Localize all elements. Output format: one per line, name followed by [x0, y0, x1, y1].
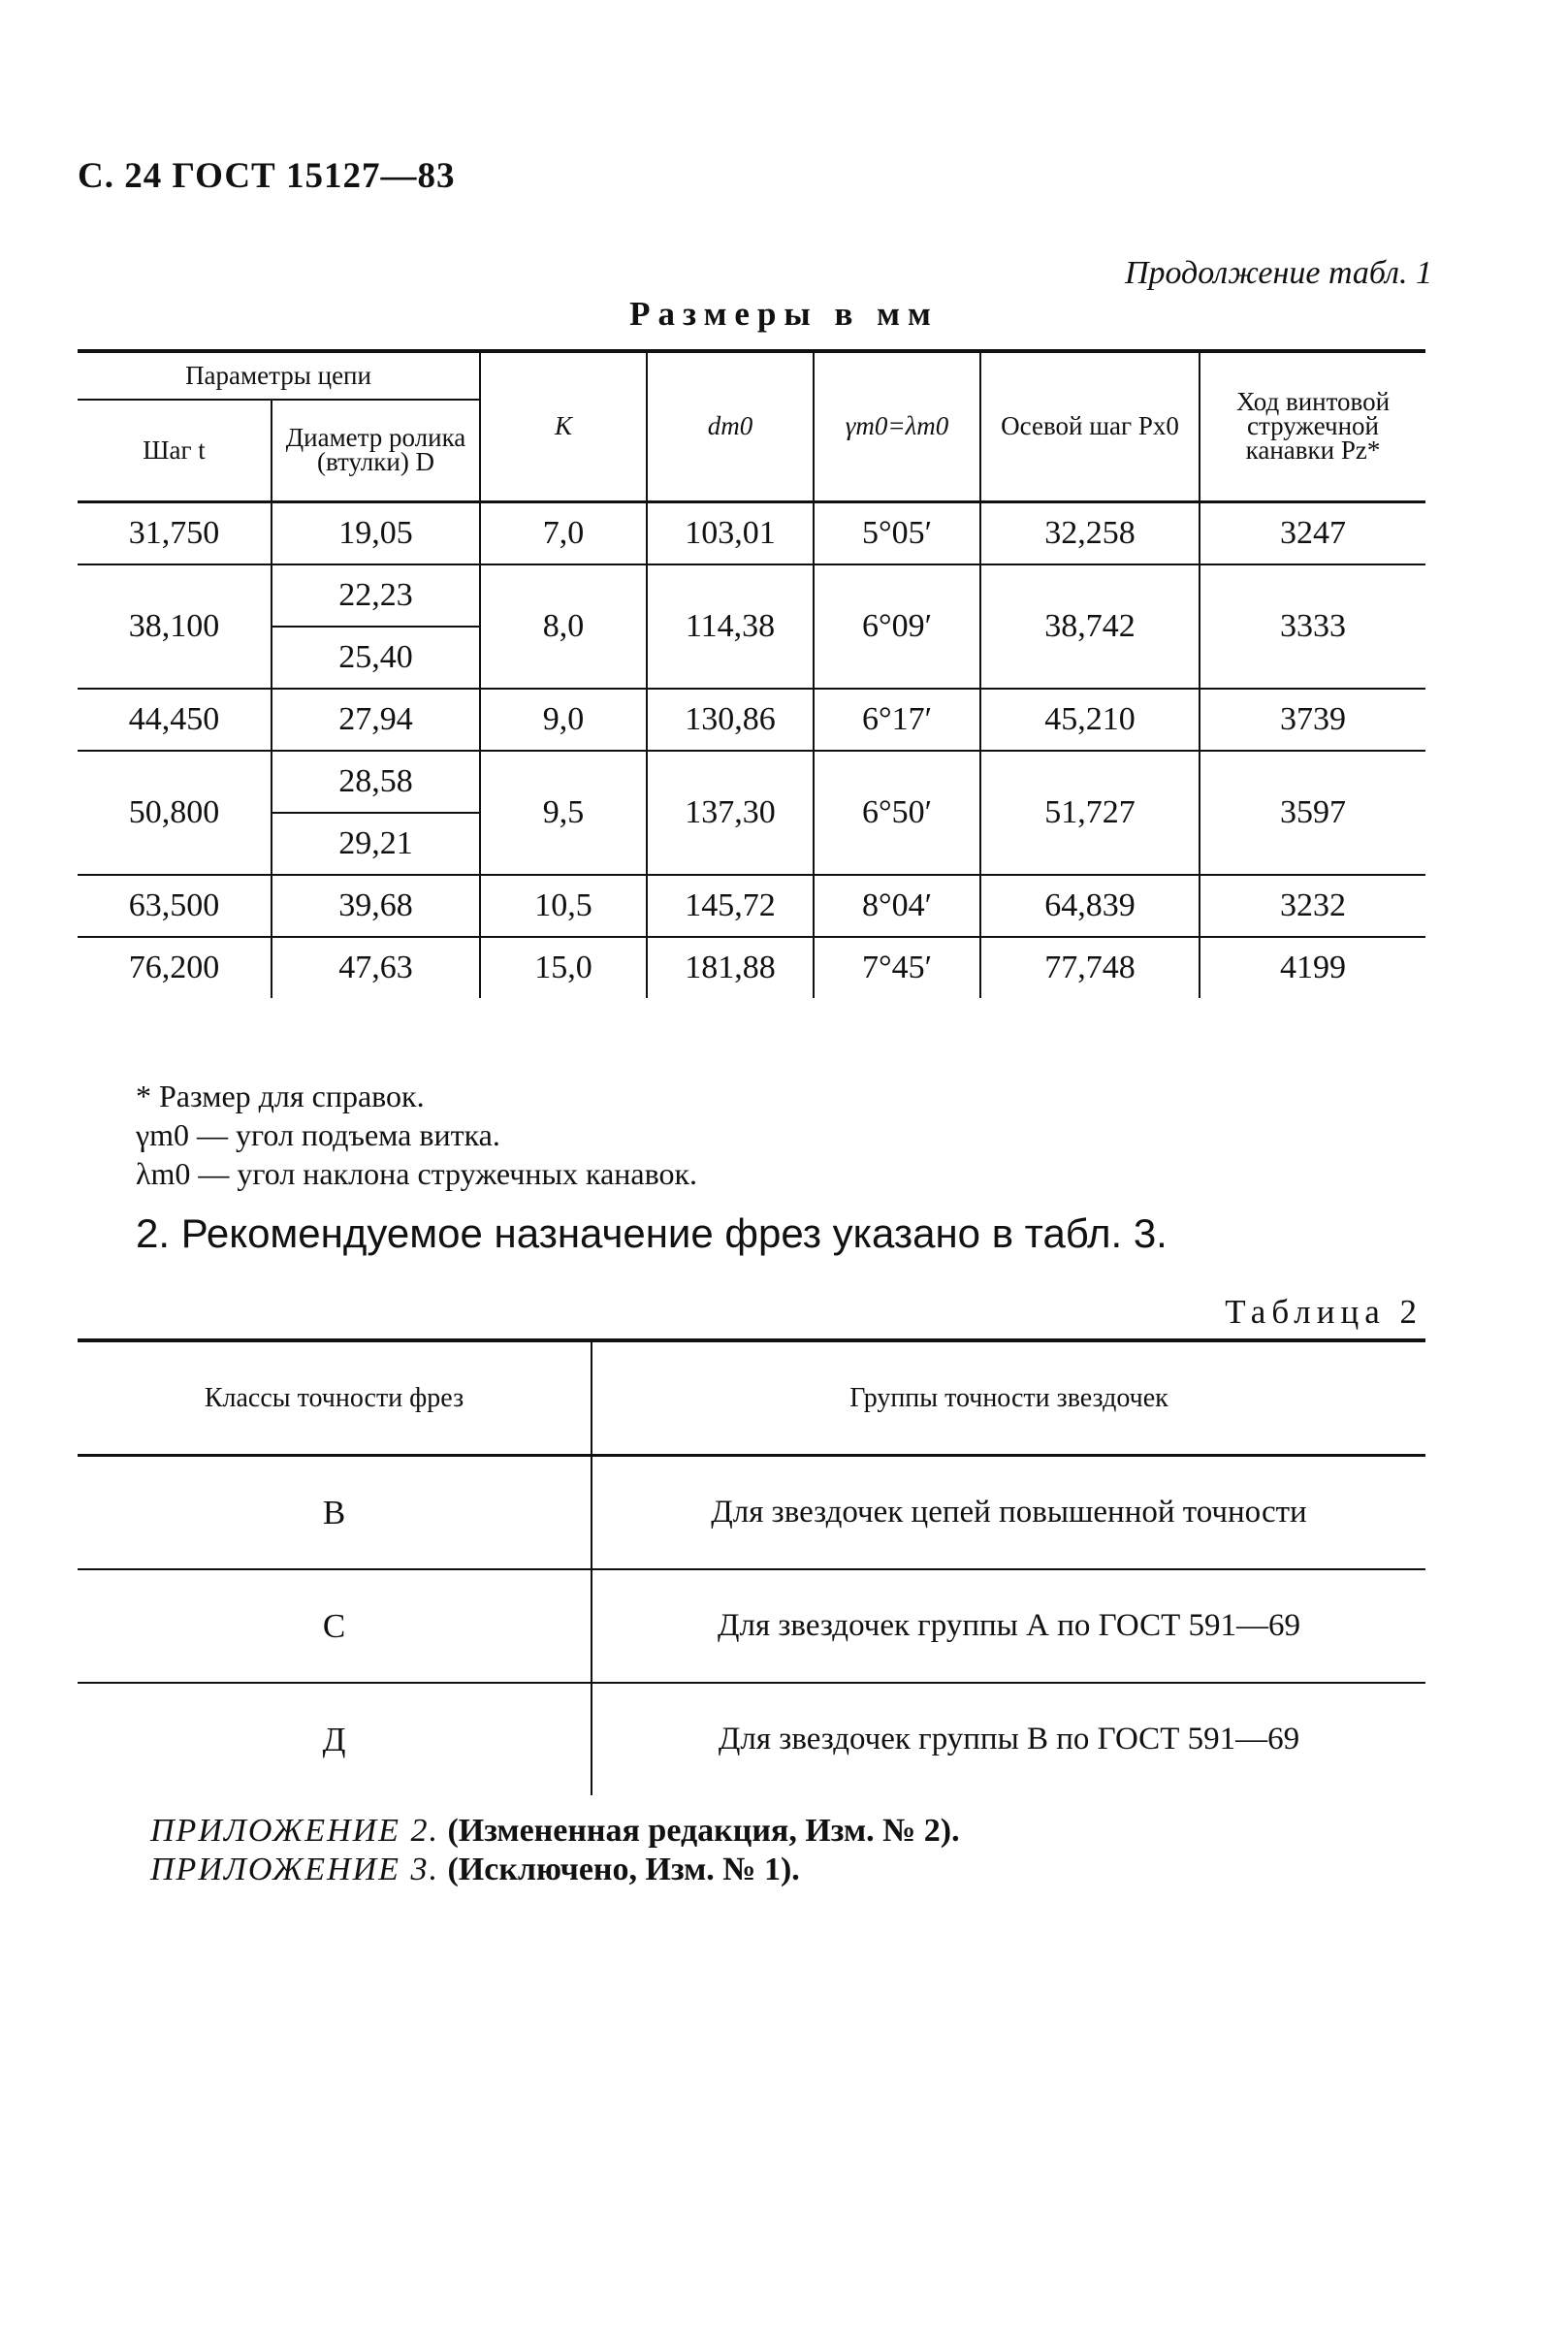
cell-dm0: 103,01	[647, 501, 814, 564]
appendix-notes	[150, 1812, 960, 1889]
cell-diameter: 29,21	[272, 813, 480, 875]
header-angle-text: γm0=λm0	[845, 411, 949, 441]
table-continuation-label: Продолжение табл. 1	[1124, 255, 1432, 291]
cell-diameter: 22,23	[272, 564, 480, 627]
header-k	[480, 351, 647, 501]
table-row	[78, 689, 1425, 751]
cell-px0: 51,727	[980, 751, 1200, 875]
cell-px0: 77,748	[980, 937, 1200, 998]
cell-angle: 6°17′	[814, 689, 980, 751]
cell-dm0: 137,30	[647, 751, 814, 875]
cell-k: 8,0	[480, 564, 647, 689]
cell-pz: 3333	[1200, 564, 1425, 689]
appendix-status: (Исключено, Изм. № 1).	[447, 1852, 800, 1887]
table-row	[78, 1569, 1425, 1683]
appendix-line	[150, 1812, 960, 1851]
table-row	[78, 1456, 1425, 1570]
page-header: С. 24 ГОСТ 15127—83	[78, 156, 456, 196]
table-row	[78, 875, 1425, 937]
accuracy-table	[78, 1338, 1425, 1795]
header-roller-diameter: Диаметр ролика (втулки) D	[272, 400, 480, 501]
table-notes	[136, 1077, 697, 1193]
cell-dm0: 130,86	[647, 689, 814, 751]
header-dm0	[647, 351, 814, 501]
table2-label: Таблица 2	[1225, 1293, 1423, 1331]
cell-pitch: 38,100	[78, 564, 272, 689]
header-angle	[814, 351, 980, 501]
cell-pz: 3597	[1200, 751, 1425, 875]
cell-k: 9,0	[480, 689, 647, 751]
cell-pz: 3247	[1200, 501, 1425, 564]
cell-pz: 3232	[1200, 875, 1425, 937]
cell-angle: 8°04′	[814, 875, 980, 937]
appendix-status: (Измененная редакция, Изм. № 2).	[447, 1813, 960, 1849]
cell-px0: 64,839	[980, 875, 1200, 937]
cell-pitch: 63,500	[78, 875, 272, 937]
note-gamma: γm0 — угол подъема витка.	[136, 1117, 500, 1152]
note-reference: * Размер для справок.	[136, 1079, 425, 1113]
appendix-line	[150, 1851, 960, 1889]
cell-k: 9,5	[480, 751, 647, 875]
appendix-name: ПРИЛОЖЕНИЕ 3.	[150, 1852, 439, 1887]
cell-pitch: 76,200	[78, 937, 272, 998]
cell-angle: 6°50′	[814, 751, 980, 875]
cell-pz: 3739	[1200, 689, 1425, 751]
header-groove-lead: Ход винтовой стружечной канавки Pz*	[1200, 351, 1425, 501]
cell-class: С	[78, 1569, 592, 1683]
table-row	[78, 751, 1425, 813]
header-pitch: Шаг t	[78, 400, 272, 501]
cell-class: Д	[322, 1720, 346, 1758]
cell-diameter: 28,58	[272, 751, 480, 813]
units-caption: Размеры в мм	[629, 295, 939, 333]
table-row	[78, 564, 1425, 627]
cell-class: В	[78, 1456, 592, 1570]
cell-px0: 38,742	[980, 564, 1200, 689]
cell-dm0: 114,38	[647, 564, 814, 689]
table-row	[78, 1683, 1425, 1795]
cell-pz: 4199	[1200, 937, 1425, 998]
cell-px0: 45,210	[980, 689, 1200, 751]
cell-angle: 5°05′	[814, 501, 980, 564]
appendix-name: ПРИЛОЖЕНИЕ 2.	[150, 1813, 439, 1849]
cell-px0: 32,258	[980, 501, 1200, 564]
cell-group: Для звездочек цепей повышенной точности	[592, 1456, 1425, 1570]
cell-dm0: 145,72	[647, 875, 814, 937]
header-cutter-classes: Классы точности фрез	[78, 1340, 592, 1456]
cell-diameter: 47,63	[272, 937, 480, 998]
header-chain-params: Параметры цепи	[78, 351, 480, 400]
table-row	[78, 501, 1425, 564]
header-k-text: К	[555, 411, 572, 441]
cell-diameter: 27,94	[272, 689, 480, 751]
header-dm0-text: dm0	[707, 411, 753, 441]
cell-diameter: 19,05	[272, 501, 480, 564]
cell-angle: 7°45′	[814, 937, 980, 998]
header-sprocket-groups: Группы точности звездочек	[592, 1340, 1425, 1456]
cell-group: Для звездочек группы В по ГОСТ 591—69	[592, 1683, 1425, 1795]
cell-pitch: 31,750	[78, 501, 272, 564]
note-lambda: λm0 — угол наклона стружечных канавок.	[136, 1156, 698, 1191]
header-axial-pitch: Осевой шаг Px0	[980, 351, 1200, 501]
chain-parameters-table	[78, 349, 1425, 998]
cell-pitch: 50,800	[78, 751, 272, 875]
cell-group: Для звездочек группы А по ГОСТ 591—69	[592, 1569, 1425, 1683]
cell-dm0: 181,88	[647, 937, 814, 998]
cell-diameter: 25,40	[272, 627, 480, 689]
cell-angle: 6°09′	[814, 564, 980, 689]
cell-pitch: 44,450	[78, 689, 272, 751]
cell-diameter: 39,68	[272, 875, 480, 937]
cell-k: 10,5	[480, 875, 647, 937]
table-row	[78, 937, 1425, 998]
cell-k: 7,0	[480, 501, 647, 564]
paragraph-2: 2. Рекомендуемое назначение фрез указано в табл. 3.	[136, 1210, 1168, 1256]
cell-k: 15,0	[480, 937, 647, 998]
